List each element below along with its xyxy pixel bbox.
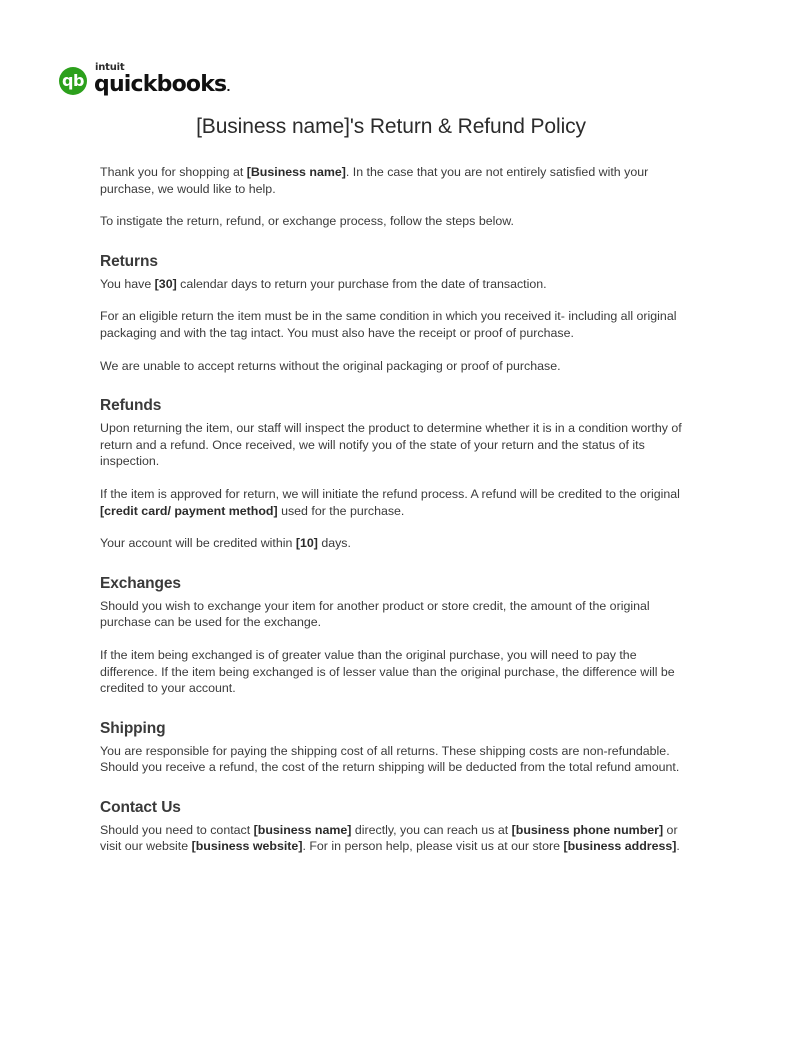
intro-text-a: Thank you for shopping at (100, 165, 247, 179)
contact-phone-placeholder: [business phone number] (511, 822, 664, 837)
credit-days-placeholder: [10] (295, 536, 318, 551)
returns-paragraph-1 (100, 276, 682, 293)
exchanges-paragraph-1: Should you wish to exchange your item for another product or store credit, the amount of the original purchase can be used for the exchange. (100, 598, 650, 630)
shipping-paragraph-1: You are responsible for paying the shipping cost of all returns. These shipping costs are non-refundable. Should you receive a refund, the cost of the return shipping will be deducted from the total refund amount. (100, 743, 680, 775)
intuit-wordmark: intuit (95, 62, 125, 73)
quickbooks-logo (59, 62, 230, 96)
returns-paragraph-2: For an eligible return the item must be in the same condition in which you received it- including all original packaging and with the tag intact. You must also have the receipt or proof of purchase. (100, 309, 677, 340)
page-title (100, 114, 682, 140)
section-heading-contact-us: Contact Us (100, 798, 181, 816)
returns-days-placeholder: [30] (154, 276, 177, 291)
qb-monogram: qb (62, 71, 84, 90)
logo-wordmark (94, 63, 230, 96)
refunds-paragraph-1: Upon returning the item, our staff will inspect the product to determine whether it is in a condition worthy of return and a refund. Once received, we will notify you of the state of your return and the status of its inspection. (100, 421, 682, 469)
intro-text-c: . In the case that you are not entirely satisfied with your purchase, we would like to help. (100, 165, 649, 196)
section-heading-shipping: Shipping (100, 719, 166, 737)
title-business-placeholder: [Business name] (196, 115, 350, 138)
refunds-paragraph-3 (100, 535, 682, 552)
contact-s3: or visit our website (100, 822, 678, 854)
contact-s1: Should you need to contact (100, 822, 254, 837)
section-heading-exchanges: Exchanges (100, 574, 181, 592)
trademark-mark: . (226, 81, 230, 94)
contact-paragraph (100, 822, 682, 855)
quickbooks-word: quickbooks (94, 72, 227, 97)
refunds-p2-c: used for the purchase. (277, 503, 405, 518)
contact-s2: directly, you can reach us at (351, 822, 512, 837)
quickbooks-wordmark (94, 74, 230, 96)
title-remainder: 's Return & Refund Policy (349, 115, 586, 138)
contact-s5: . (676, 839, 680, 854)
section-heading-refunds: Refunds (100, 397, 162, 415)
contact-website-placeholder: [business website] (191, 839, 303, 854)
returns-paragraph-3: We are unable to accept returns without the original packaging or proof of purchase. (100, 358, 561, 373)
refunds-p2-a: If the item is approved for return, we will initiate the refund process. A refund will be credited to the original (100, 486, 680, 501)
intro-paragraph-2: To instigate the return, refund, or exchange process, follow the steps below. (100, 214, 514, 229)
refunds-p3-c: days. (317, 536, 351, 551)
contact-s4: . For in person help, please visit us at our store (302, 839, 564, 854)
exchanges-paragraph-2: If the item being exchanged is of greater value than the original purchase, you will need to pay the difference. If the item being exchanged is of lesser value than the original purchase, the difference will be credited to your account. (100, 647, 675, 696)
returns-p1-c: calendar days to return your purchase from the date of transaction. (176, 276, 547, 291)
intro-paragraph-1 (100, 164, 682, 197)
intro-business-placeholder: [Business name] (246, 165, 346, 179)
quickbooks-circle-icon (59, 67, 87, 95)
refunds-paragraph-2 (100, 486, 682, 519)
contact-business-name-placeholder: [business name] (253, 822, 352, 837)
returns-p1-a: You have (100, 276, 155, 291)
contact-address-placeholder: [business address] (563, 839, 677, 854)
refunds-p3-a: Your account will be credited within (100, 536, 296, 551)
payment-method-placeholder: [credit card/ payment method] (100, 503, 278, 518)
section-heading-returns: Returns (100, 252, 158, 270)
policy-document-body (100, 114, 682, 855)
